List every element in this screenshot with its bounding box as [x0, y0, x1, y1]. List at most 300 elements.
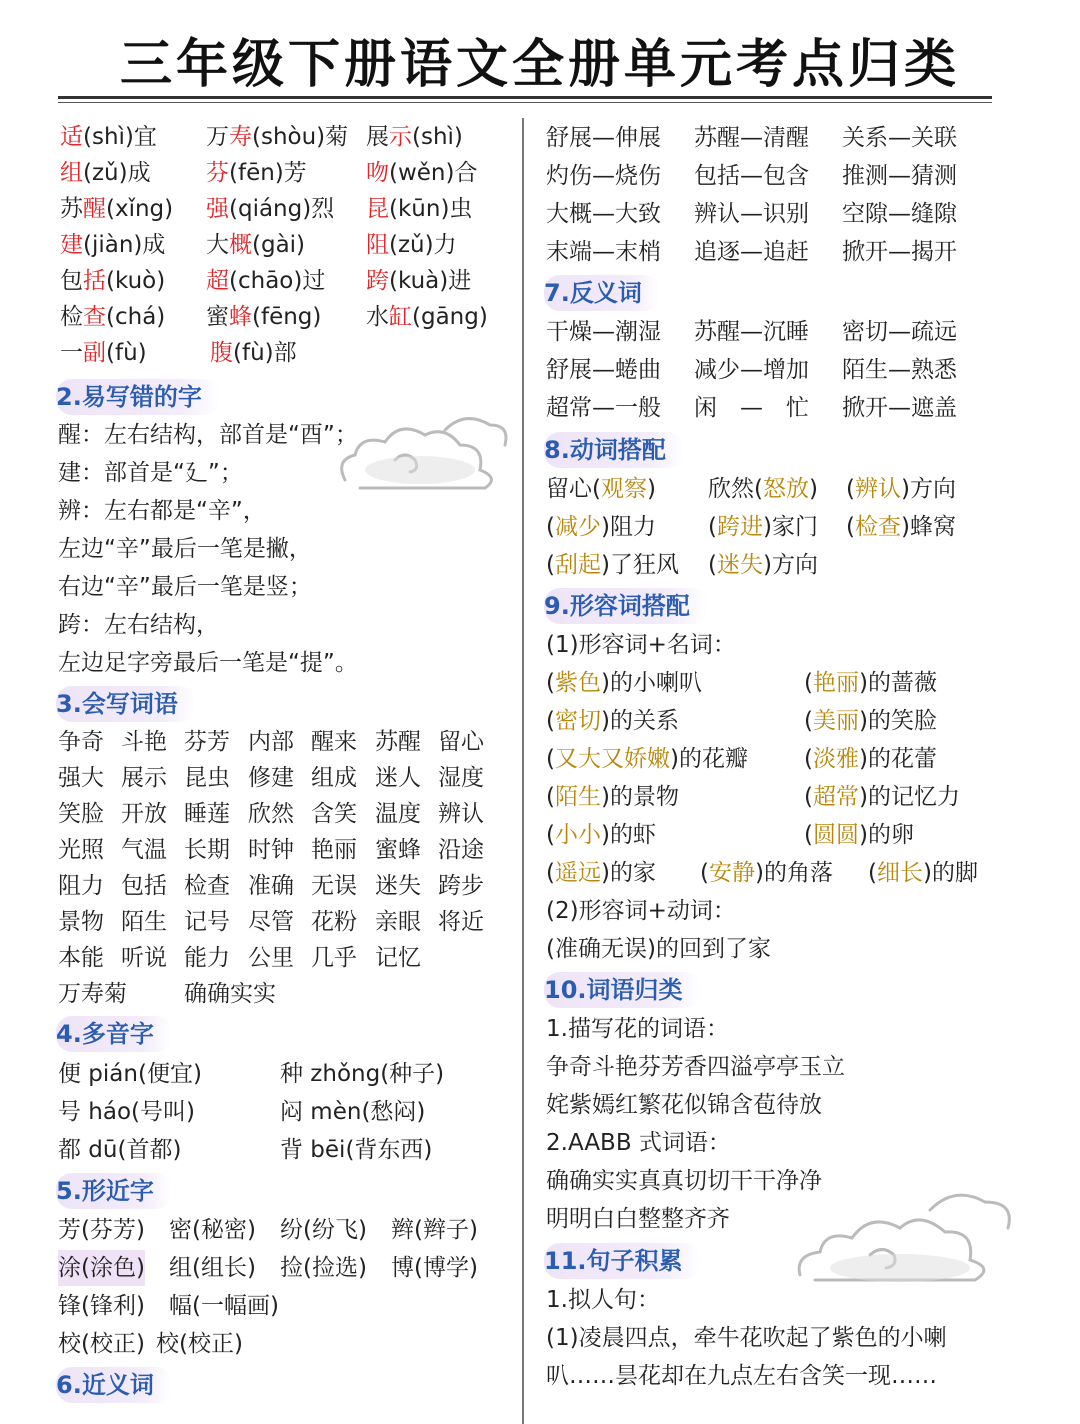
- pinyin-prefix: 水: [366, 304, 389, 330]
- section-heading: 2.易写错的字: [56, 379, 220, 415]
- paren-text: )蜂窝: [900, 514, 956, 540]
- pair-text: 关系—关联: [842, 125, 957, 151]
- pinyin-reading: (wěn)合: [389, 160, 478, 186]
- word-text: 组成: [311, 765, 357, 791]
- collocation-rest: )的家: [600, 860, 656, 886]
- word-text: 修建: [248, 765, 294, 791]
- pinyin-item: [206, 191, 334, 227]
- vocab-word: [375, 868, 421, 904]
- collocation-rest: )的笑脸: [858, 708, 937, 734]
- pinyin-prefix: 万: [206, 124, 229, 150]
- vocab-word: [375, 724, 421, 760]
- collocation-word: 密切: [554, 708, 601, 734]
- antonym-pair: [842, 314, 957, 350]
- word-text: 景物: [58, 909, 104, 935]
- pinyin-char: 阻: [366, 232, 389, 258]
- word-text: 辨认: [438, 801, 484, 827]
- adj-collocation: [804, 741, 937, 777]
- polyphone-text: 种 zhǒng(种子): [280, 1061, 445, 1087]
- pinyin-item: [206, 263, 325, 299]
- vocab-word: [58, 940, 104, 976]
- section-heading: 9.形容词搭配: [544, 588, 708, 624]
- adj-collocation: [868, 855, 978, 891]
- pinyin-char: 括: [83, 268, 106, 294]
- open-paren: (: [546, 670, 555, 696]
- similar-char: [58, 1326, 145, 1362]
- vocab-word: [248, 904, 294, 940]
- word-text: 迷失: [375, 873, 421, 899]
- line-text: 建：部首是“廴”；: [58, 460, 243, 486]
- line-text: 争奇斗艳芬芳香四溢亭亭玉立: [546, 1054, 845, 1080]
- open-paren: (: [546, 746, 555, 772]
- pinyin-prefix: 大: [206, 232, 229, 258]
- vocab-word: [184, 796, 230, 832]
- word-text: 几乎: [311, 945, 357, 971]
- pinyin-item: [366, 191, 472, 227]
- pinyin-char: 示: [389, 124, 412, 150]
- antonym-pair: [842, 352, 957, 388]
- pinyin-item: [366, 299, 488, 335]
- similar-text: 捡(捡选): [280, 1255, 367, 1281]
- word-text: 蜜蜂: [375, 837, 421, 863]
- word-text: 阻力: [58, 873, 104, 899]
- pinyin-char: 组: [60, 160, 83, 186]
- polyphone-text: 都 dū(首都): [58, 1137, 182, 1163]
- paren-text: ): [646, 476, 656, 502]
- pinyin-item: [60, 227, 165, 263]
- word-text: 强大: [58, 765, 104, 791]
- pair-text: 推测—猜测: [842, 163, 957, 189]
- pinyin-item: [206, 227, 305, 263]
- adj-collocation: [546, 779, 679, 815]
- paren-text: )阻力: [600, 514, 656, 540]
- word-text: 跨步: [438, 873, 484, 899]
- word-text: 醒来: [311, 729, 357, 755]
- adj-collocation: [546, 703, 679, 739]
- section-heading: 4.多音字: [56, 1016, 172, 1052]
- pinyin-reading: (shòu)菊: [252, 124, 349, 150]
- collocation-rest: )的花蕾: [858, 746, 937, 772]
- section-heading: 3.会写词语: [56, 686, 196, 722]
- synonym-pair: [842, 158, 957, 194]
- pair-text: 干燥—潮湿: [546, 319, 661, 345]
- vocab-word: [184, 904, 230, 940]
- sub-heading: [546, 893, 736, 929]
- line-text: 跨：左右结构，: [58, 612, 219, 638]
- similar-char: [280, 1250, 367, 1286]
- vocab-word: [58, 868, 104, 904]
- collocation-word: 遥远: [554, 860, 601, 886]
- sub-text: (2)形容词+动词：: [546, 898, 736, 924]
- pinyin-item: [210, 335, 297, 371]
- similar-text: 涂(涂色): [58, 1255, 145, 1281]
- pinyin-reading: (gài): [252, 232, 306, 258]
- pinyin-item: [60, 119, 157, 155]
- vocab-word: [58, 724, 104, 760]
- pinyin-item: [206, 155, 307, 191]
- vocab-word: [311, 904, 357, 940]
- collocation-word: 圆圆: [812, 822, 859, 848]
- pinyin-char: 建: [60, 232, 83, 258]
- collocation-word: 淡雅: [812, 746, 859, 772]
- pinyin-reading: (chá): [106, 304, 166, 330]
- word-text: 开放: [121, 801, 167, 827]
- adj-collocation: [546, 741, 748, 777]
- vocab-word: [438, 832, 484, 868]
- word-text: 检查: [184, 873, 230, 899]
- similar-text: 博(博学): [391, 1255, 478, 1281]
- pinyin-char: 副: [83, 340, 106, 366]
- similar-text: 辫(辫子): [391, 1217, 478, 1243]
- synonym-pair: [842, 196, 957, 232]
- antonym-pair: [546, 314, 661, 350]
- verb-collocation: [546, 471, 656, 507]
- word-text: 准确: [248, 873, 294, 899]
- word-text: 温度: [375, 801, 421, 827]
- antonym-pair: [694, 352, 809, 388]
- open-paren: (: [700, 860, 709, 886]
- line-text: 1.描写花的词语：: [546, 1016, 729, 1042]
- section-heading: 7.反义词: [544, 275, 660, 311]
- sub-heading: [546, 627, 736, 663]
- adj-collocation: [804, 665, 937, 701]
- vocab-word: [438, 796, 484, 832]
- pair-text: 苏醒—沉睡: [694, 319, 809, 345]
- similar-char: [169, 1212, 256, 1248]
- word-text: 陌生: [121, 909, 167, 935]
- similar-char: [156, 1326, 243, 1362]
- collocation-word: 又大又娇嫩: [554, 746, 670, 772]
- text-line: [58, 531, 312, 567]
- antonym-pair: [694, 314, 809, 350]
- pinyin-prefix: 包: [60, 268, 83, 294]
- cloud-icon: [325, 400, 525, 500]
- vocab-word: [58, 796, 104, 832]
- vocab-word: [184, 976, 276, 1012]
- polyphone-text: 便 pián(便宜): [58, 1061, 202, 1087]
- open-paren: (: [546, 784, 555, 810]
- pinyin-reading: (chāo)过: [229, 268, 326, 294]
- pinyin-reading: (kūn)虫: [389, 196, 473, 222]
- pair-text: 灼伤—烧伤: [546, 163, 661, 189]
- similar-text: 密(秘密): [169, 1217, 256, 1243]
- vocab-word: [375, 760, 421, 796]
- vocab-word: [438, 904, 484, 940]
- polyphone-item: [280, 1132, 432, 1168]
- collocation-rest: )的蔷薇: [858, 670, 937, 696]
- collocation-rest: )的小喇叭: [600, 670, 702, 696]
- pinyin-item: [60, 191, 173, 227]
- vocab-word: [248, 796, 294, 832]
- vocab-word: [58, 976, 127, 1012]
- paren-text: (: [846, 476, 855, 502]
- open-paren: (: [804, 822, 813, 848]
- collocation-rest: )的卵: [858, 822, 914, 848]
- pair-text: 闲 — 忙: [694, 395, 809, 421]
- collocation-word: 迷失: [716, 552, 763, 578]
- synonym-pair: [694, 120, 809, 156]
- similar-char: [391, 1212, 478, 1248]
- word-text: 内部: [248, 729, 294, 755]
- adj-collocation: [700, 855, 833, 891]
- section-heading: 6.近义词: [56, 1367, 172, 1403]
- collocation-word: 紫色: [554, 670, 601, 696]
- paren-text: (: [546, 514, 555, 540]
- vocab-word: [248, 724, 294, 760]
- antonym-pair: [694, 390, 809, 426]
- collocation-word: 细长: [876, 860, 923, 886]
- pair-text: 末端—末梢: [546, 239, 661, 265]
- verb-collocation: [846, 509, 956, 545]
- word-text: 留心: [438, 729, 484, 755]
- pair-text: 空隙—缝隙: [842, 201, 957, 227]
- text-line: [546, 1049, 845, 1085]
- vocab-word: [438, 868, 484, 904]
- pinyin-reading: (fù): [106, 340, 147, 366]
- text-line: [546, 1201, 730, 1237]
- word-text: 万寿菊: [58, 981, 127, 1007]
- line-text: 醒：左右结构，部首是“酉”；: [58, 422, 358, 448]
- word-text: 沿途: [438, 837, 484, 863]
- collocation-word: 观察: [600, 476, 647, 502]
- pinyin-item: [60, 299, 165, 335]
- vocab-word: [311, 940, 357, 976]
- word-text: 斗艳: [121, 729, 167, 755]
- synonym-pair: [842, 120, 957, 156]
- line-text: (1)凌晨四点，牵牛花吹起了紫色的小喇: [546, 1325, 947, 1351]
- word-text: 将近: [438, 909, 484, 935]
- vocab-word: [121, 940, 167, 976]
- collocation-word: 检查: [854, 514, 901, 540]
- sub-text: (1)形容词+名词：: [546, 632, 736, 658]
- word-text: 欣然: [248, 801, 294, 827]
- pinyin-reading: (zǔ)力: [389, 232, 457, 258]
- vocab-word: [184, 760, 230, 796]
- pinyin-char: 芬: [206, 160, 229, 186]
- word-text: 亲眼: [375, 909, 421, 935]
- pair-text: 掀开—揭开: [842, 239, 957, 265]
- verb-collocation: [546, 509, 656, 545]
- word-text: 能力: [184, 945, 230, 971]
- pinyin-item: [366, 227, 457, 263]
- line-text: 明明白白整整齐齐: [546, 1206, 730, 1232]
- polyphone-text: 号 háo(号叫): [58, 1099, 196, 1125]
- pinyin-item: [60, 335, 147, 371]
- open-paren: (: [546, 708, 555, 734]
- vocab-word: [311, 796, 357, 832]
- word-text: 花粉: [311, 909, 357, 935]
- line-text: 1.拟人句：: [546, 1287, 660, 1313]
- vocab-word: [375, 796, 421, 832]
- word-text: 苏醒: [375, 729, 421, 755]
- similar-char: [58, 1250, 145, 1286]
- pair-text: 超常—一般: [546, 395, 661, 421]
- text-line: [58, 493, 266, 529]
- word-text: 本能: [58, 945, 104, 971]
- polyphone-item: [280, 1094, 425, 1130]
- word-text: 包括: [121, 873, 167, 899]
- open-paren: (: [868, 860, 877, 886]
- word-text: 艳丽: [311, 837, 357, 863]
- pair-text: 舒展—伸展: [546, 125, 661, 151]
- pinyin-item: [60, 263, 165, 299]
- collocation-word: 辨认: [854, 476, 901, 502]
- text-line: [58, 645, 358, 681]
- word-text: 展示: [121, 765, 167, 791]
- pinyin-reading: (xǐng): [106, 196, 174, 222]
- word-text: 气温: [121, 837, 167, 863]
- collocation-word: 怒放: [762, 476, 809, 502]
- paren-text: ): [808, 476, 818, 502]
- text-line: [546, 1320, 947, 1356]
- word-text: 尽管: [248, 909, 294, 935]
- cloud-icon: [790, 1180, 1040, 1290]
- pinyin-char: 腹: [210, 340, 233, 366]
- pinyin-char: 适: [60, 124, 83, 150]
- word-text: 确确实实: [184, 981, 276, 1007]
- synonym-pair: [546, 158, 661, 194]
- polyphone-item: [58, 1094, 195, 1130]
- similar-char: [391, 1250, 478, 1286]
- verb-collocation: [708, 471, 818, 507]
- vocab-word: [438, 724, 484, 760]
- line-text: 确确实实真真切切干干净净: [546, 1168, 822, 1194]
- pinyin-char: 寿: [229, 124, 252, 150]
- antonym-pair: [546, 390, 661, 426]
- paren-text: 欣然(: [708, 476, 763, 502]
- vocab-word: [58, 760, 104, 796]
- open-paren: (: [804, 708, 813, 734]
- word-text: 昆虫: [184, 765, 230, 791]
- synonym-pair: [842, 234, 957, 270]
- open-paren: (: [804, 670, 813, 696]
- adj-collocation: [546, 665, 702, 701]
- pinyin-prefix: 检: [60, 304, 83, 330]
- pinyin-char: 超: [206, 268, 229, 294]
- section-heading: 8.动词搭配: [544, 432, 684, 468]
- word-text: 听说: [121, 945, 167, 971]
- vocab-word: [121, 868, 167, 904]
- similar-text: 组(组长): [169, 1255, 256, 1281]
- paren-text: )方向: [762, 552, 818, 578]
- vocab-word: [311, 724, 357, 760]
- adj-collocation: [804, 817, 914, 853]
- text-line: [58, 417, 358, 453]
- vocab-word: [184, 724, 230, 760]
- word-text: 光照: [58, 837, 104, 863]
- section-heading: 10.词语归类: [544, 972, 701, 1008]
- vocab-word: [121, 904, 167, 940]
- collocation-word: 减少: [554, 514, 601, 540]
- open-paren: (: [804, 746, 813, 772]
- pinyin-reading: (jiàn)成: [83, 232, 166, 258]
- collocation-rest: )的记忆力: [858, 784, 960, 810]
- vocab-word: [121, 832, 167, 868]
- pinyin-prefix: 一: [60, 340, 83, 366]
- verb-collocation: [846, 471, 956, 507]
- collocation-rest: )的景物: [600, 784, 679, 810]
- pinyin-reading: (kuò): [106, 268, 166, 294]
- similar-char: [280, 1212, 367, 1248]
- pinyin-char: 蜂: [229, 304, 252, 330]
- word-text: 争奇: [58, 729, 104, 755]
- collocation-rest: )的角落: [754, 860, 833, 886]
- text-line: [58, 607, 219, 643]
- pinyin-item: [366, 263, 471, 299]
- similar-text: 纷(纷飞): [280, 1217, 367, 1243]
- vocab-word: [248, 832, 294, 868]
- pinyin-prefix: 展: [366, 124, 389, 150]
- pinyin-item: [60, 155, 151, 191]
- synonym-pair: [546, 196, 661, 232]
- vocab-word: [58, 832, 104, 868]
- similar-char: [169, 1288, 279, 1324]
- synonym-pair: [694, 234, 809, 270]
- word-text: 记忆: [375, 945, 421, 971]
- verb-collocation: [546, 547, 679, 583]
- vocab-word: [184, 868, 230, 904]
- adj-collocation: [546, 817, 656, 853]
- paren-text: (: [708, 514, 717, 540]
- paren-text: (: [846, 514, 855, 540]
- collocation-word: 安静: [708, 860, 755, 886]
- pinyin-item: [366, 155, 478, 191]
- similar-text: 幅(一幅画): [169, 1293, 279, 1319]
- word-text: 芬芳: [184, 729, 230, 755]
- collocation-word: 陌生: [554, 784, 601, 810]
- word-text: 含笑: [311, 801, 357, 827]
- similar-text: 校(校正): [58, 1331, 145, 1357]
- vocab-word: [375, 904, 421, 940]
- pinyin-item: [206, 119, 348, 155]
- collocation-rest: )的虾: [600, 822, 656, 848]
- line-text: 姹紫嫣红繁花似锦含苞待放: [546, 1092, 822, 1118]
- vocab-word: [375, 940, 421, 976]
- vocab-word: [311, 832, 357, 868]
- vocab-word: [121, 796, 167, 832]
- title-rule: [58, 96, 992, 99]
- pair-text: 密切—疏远: [842, 319, 957, 345]
- pinyin-char: 吻: [366, 160, 389, 186]
- pinyin-char: 跨: [366, 268, 389, 294]
- text-line: [546, 1125, 731, 1161]
- paren-text: 留心(: [546, 476, 601, 502]
- vocab-word: [121, 724, 167, 760]
- antonym-pair: [546, 352, 661, 388]
- title-rule-thin: [58, 102, 992, 103]
- collocation-rest: )的脚: [922, 860, 978, 886]
- synonym-pair: [546, 234, 661, 270]
- polyphone-item: [280, 1056, 444, 1092]
- word-text: 笑脸: [58, 801, 104, 827]
- text-line: [546, 931, 771, 967]
- paren-text: (: [708, 552, 717, 578]
- pinyin-reading: (zǔ)成: [83, 160, 151, 186]
- adj-collocation: [804, 703, 937, 739]
- open-paren: (: [546, 822, 555, 848]
- pinyin-reading: (fù)部: [233, 340, 297, 366]
- line-text: 右边“辛”最后一笔是竖；: [58, 574, 312, 600]
- line-text: 2.AABB 式词语：: [546, 1130, 731, 1156]
- collocation-word: 超常: [812, 784, 859, 810]
- line-text: 左边“辛”最后一笔是撇，: [58, 536, 312, 562]
- vocab-word: [438, 760, 484, 796]
- word-text: 湿度: [438, 765, 484, 791]
- pair-text: 舒展—蜷曲: [546, 357, 661, 383]
- pair-text: 辨认—识别: [694, 201, 809, 227]
- pair-text: 减少—增加: [694, 357, 809, 383]
- line-text: (准确无误)的回到了家: [546, 936, 771, 962]
